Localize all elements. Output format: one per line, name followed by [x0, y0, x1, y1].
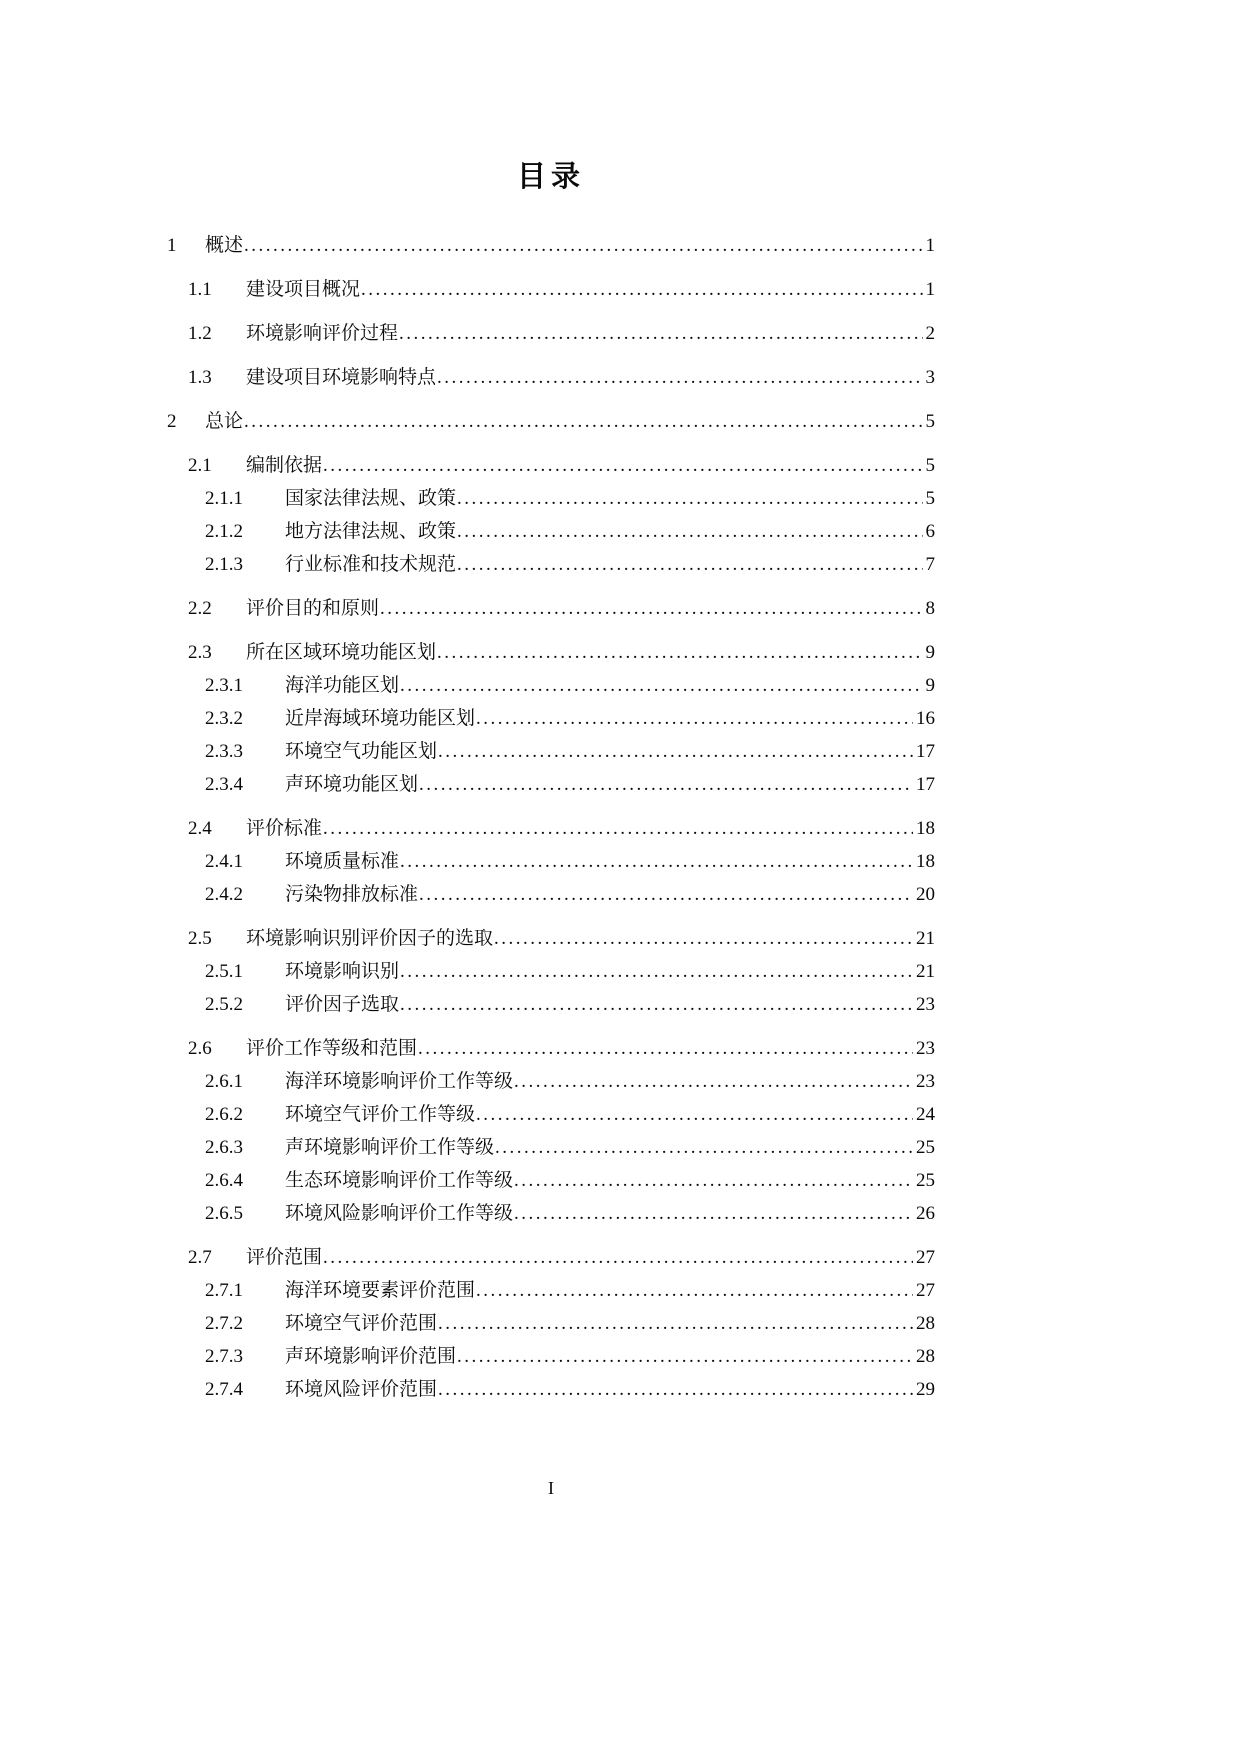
- toc-dot-leader: [476, 1274, 913, 1307]
- toc-entry-label: 编制依据: [246, 455, 323, 476]
- toc-dot-leader: [457, 515, 922, 548]
- toc-entry: [167, 449, 935, 482]
- toc-entry-label: 海洋环境要素评价范围: [285, 1280, 476, 1301]
- toc-entry-number: 1: [167, 235, 177, 256]
- toc-entry-number: 2.5.1: [205, 961, 243, 982]
- toc-entry-number: 2.7: [188, 1247, 212, 1268]
- toc-entry-page: 18: [916, 818, 935, 839]
- toc-entry-label: 地方法律法规、政策: [285, 521, 457, 542]
- toc-entry-label: 环境风险影响评价工作等级: [285, 1203, 514, 1224]
- toc-entry: [167, 1131, 935, 1164]
- toc-entry-label: 环境影响识别: [285, 961, 400, 982]
- toc-dot-leader: [361, 273, 922, 306]
- toc-entry-page: 8: [925, 598, 935, 619]
- page-title: 目录: [516, 161, 585, 193]
- toc-dot-leader: [244, 405, 922, 438]
- toc-list: [167, 229, 935, 1406]
- toc-entry-label: 环境空气评价工作等级: [285, 1104, 476, 1125]
- toc-dot-leader: [457, 482, 922, 515]
- toc-dot-leader: [437, 636, 922, 669]
- toc-entry-label: 环境风险评价范围: [285, 1379, 438, 1400]
- toc-entry-label: 污染物排放标准: [285, 884, 419, 905]
- toc-entry-label: 评价工作等级和范围: [246, 1038, 418, 1059]
- toc-entry-label: 环境影响识别评价因子的选取: [246, 928, 494, 949]
- toc-entry-page: 25: [916, 1137, 935, 1158]
- toc-dot-leader: [514, 1065, 913, 1098]
- toc-entry-number: 2.7.1: [205, 1280, 243, 1301]
- toc-dot-leader: [476, 1098, 913, 1131]
- toc-entry-page: 7: [925, 554, 935, 575]
- toc-dot-leader: [419, 768, 913, 801]
- toc-entry: [167, 1373, 935, 1406]
- toc-entry-label: 环境影响评价过程: [246, 323, 399, 344]
- toc-entry-page: 21: [916, 961, 935, 982]
- toc-entry-number: 2.7.4: [205, 1379, 243, 1400]
- toc-entry-page: 21: [916, 928, 935, 949]
- toc-entry-label: 声环境功能区划: [285, 774, 419, 795]
- toc-entry-label: 概述: [205, 235, 244, 256]
- toc-entry: [167, 735, 935, 768]
- toc-entry-number: 2.1.1: [205, 488, 243, 509]
- toc-dot-leader: [495, 1131, 913, 1164]
- toc-entry-number: 2.1.3: [205, 554, 243, 575]
- toc-entry-label: 评价范围: [246, 1247, 323, 1268]
- toc-entry-page: 5: [925, 488, 935, 509]
- toc-dot-leader: [399, 317, 922, 350]
- toc-entry: [167, 845, 935, 878]
- toc-entry: [167, 273, 935, 306]
- toc-entry-number: 2.6.5: [205, 1203, 243, 1224]
- toc-entry-label: 海洋环境影响评价工作等级: [285, 1071, 514, 1092]
- toc-entry-number: 2.1.2: [205, 521, 243, 542]
- toc-entry-label: 行业标准和技术规范: [285, 554, 457, 575]
- toc-dot-leader: [323, 1241, 913, 1274]
- toc-entry: [167, 1241, 935, 1274]
- toc-entry-number: 2.3.4: [205, 774, 243, 795]
- toc-entry-label: 建设项目概况: [246, 279, 361, 300]
- toc-dot-leader: [323, 449, 922, 482]
- toc-entry-label: 总论: [205, 411, 244, 432]
- toc-entry-number: 2.6.1: [205, 1071, 243, 1092]
- toc-entry-label: 声环境影响评价工作等级: [285, 1137, 495, 1158]
- toc-entry-number: 2.7.3: [205, 1346, 243, 1367]
- toc-entry-number: 2.4: [188, 818, 212, 839]
- toc-entry-number: 2.4.1: [205, 851, 243, 872]
- toc-entry-label: 国家法律法规、政策: [285, 488, 457, 509]
- toc-entry-page: 17: [916, 774, 935, 795]
- toc-entry-page: 26: [916, 1203, 935, 1224]
- toc-entry: [167, 482, 935, 515]
- toc-dot-leader: [244, 229, 922, 262]
- toc-entry: [167, 1032, 935, 1065]
- toc-entry-label: 环境空气功能区划: [285, 741, 438, 762]
- toc-entry: [167, 1307, 935, 1340]
- toc-entry-number: 2.6: [188, 1038, 212, 1059]
- toc-dot-leader: [400, 845, 913, 878]
- toc-entry: [167, 922, 935, 955]
- toc-entry: [167, 878, 935, 911]
- toc-dot-leader: [419, 878, 913, 911]
- toc-entry-page: 23: [916, 1071, 935, 1092]
- toc-entry-page: 6: [925, 521, 935, 542]
- toc-entry-number: 1.3: [188, 367, 212, 388]
- toc-entry-label: 声环境影响评价范围: [285, 1346, 457, 1367]
- toc-entry-page: 29: [916, 1379, 935, 1400]
- toc-entry-label: 所在区域环境功能区划: [246, 642, 437, 663]
- toc-entry-page: 1: [925, 279, 935, 300]
- toc-entry-number: 2.1: [188, 455, 212, 476]
- toc-entry-page: 9: [925, 675, 935, 696]
- toc-entry: [167, 317, 935, 350]
- toc-entry-number: 2.6.2: [205, 1104, 243, 1125]
- toc-entry-number: 2.3.3: [205, 741, 243, 762]
- toc-entry-label: 近岸海域环境功能区划: [285, 708, 476, 729]
- toc-dot-leader: [400, 955, 913, 988]
- toc-entry: [167, 636, 935, 669]
- toc-entry: [167, 1340, 935, 1373]
- toc-entry-page: 23: [916, 1038, 935, 1059]
- toc-entry-page: 25: [916, 1170, 935, 1191]
- toc-entry: [167, 669, 935, 702]
- toc-dot-leader: [438, 1307, 913, 1340]
- toc-entry-label: 海洋功能区划: [285, 675, 400, 696]
- toc-entry-number: 2.6.4: [205, 1170, 243, 1191]
- toc-dot-leader: [438, 735, 913, 768]
- toc-entry: [167, 1197, 935, 1230]
- toc-entry-label: 评价目的和原则: [246, 598, 380, 619]
- toc-entry: [167, 812, 935, 845]
- toc-entry: [167, 515, 935, 548]
- toc-entry: [167, 405, 935, 438]
- toc-entry-label: 环境质量标准: [285, 851, 400, 872]
- toc-entry-number: 2.4.2: [205, 884, 243, 905]
- toc-entry-number: 2: [167, 411, 177, 432]
- toc-entry-number: 1.1: [188, 279, 212, 300]
- toc-dot-leader: [380, 592, 922, 625]
- toc-entry-number: 2.6.3: [205, 1137, 243, 1158]
- toc-dot-leader: [323, 812, 913, 845]
- toc-dot-leader: [457, 548, 922, 581]
- toc-entry-label: 环境空气评价范围: [285, 1313, 438, 1334]
- toc-entry-page: 1: [925, 235, 935, 256]
- toc-entry-number: 2.5: [188, 928, 212, 949]
- toc-entry: [167, 592, 935, 625]
- toc-entry-number: 2.7.2: [205, 1313, 243, 1334]
- toc-entry-number: 1.2: [188, 323, 212, 344]
- toc-entry-page: 5: [925, 411, 935, 432]
- toc-dot-leader: [514, 1197, 913, 1230]
- toc-entry-number: 2.3.2: [205, 708, 243, 729]
- toc-dot-leader: [437, 361, 922, 394]
- toc-entry-page: 23: [916, 994, 935, 1015]
- toc-entry-page: 3: [925, 367, 935, 388]
- toc-entry-label: 生态环境影响评价工作等级: [285, 1170, 514, 1191]
- toc-entry-page: 2: [925, 323, 935, 344]
- toc-entry-number: 2.3: [188, 642, 212, 663]
- toc-entry-label: 评价因子选取: [285, 994, 400, 1015]
- toc-entry: [167, 955, 935, 988]
- toc-entry-page: 16: [916, 708, 935, 729]
- toc-entry-page: 18: [916, 851, 935, 872]
- toc-dot-leader: [457, 1340, 913, 1373]
- toc-entry: [167, 548, 935, 581]
- toc-entry-label: 建设项目环境影响特点: [246, 367, 437, 388]
- toc-dot-leader: [438, 1373, 913, 1406]
- toc-dot-leader: [418, 1032, 913, 1065]
- toc-entry: [167, 1274, 935, 1307]
- toc-dot-leader: [476, 702, 913, 735]
- toc-entry-page: 27: [916, 1247, 935, 1268]
- toc-entry-page: 24: [916, 1104, 935, 1125]
- toc-dot-leader: [400, 669, 922, 702]
- toc-entry: [167, 768, 935, 801]
- toc-entry-page: 9: [925, 642, 935, 663]
- toc-entry: [167, 1098, 935, 1131]
- toc-entry-page: 20: [916, 884, 935, 905]
- footer-page-number: I: [548, 1478, 554, 1498]
- toc-entry-number: 2.5.2: [205, 994, 243, 1015]
- toc-entry: [167, 361, 935, 394]
- toc-entry: [167, 1164, 935, 1197]
- toc-entry-page: 5: [925, 455, 935, 476]
- toc-entry-label: 评价标准: [246, 818, 323, 839]
- toc-entry-page: 17: [916, 741, 935, 762]
- toc-entry-page: 27: [916, 1280, 935, 1301]
- toc-entry-number: 2.2: [188, 598, 212, 619]
- toc-dot-leader: [494, 922, 913, 955]
- toc-entry: [167, 702, 935, 735]
- toc-entry: [167, 1065, 935, 1098]
- toc-dot-leader: [514, 1164, 913, 1197]
- toc-entry-number: 2.3.1: [205, 675, 243, 696]
- toc-entry-page: 28: [916, 1346, 935, 1367]
- toc-entry-page: 28: [916, 1313, 935, 1334]
- toc-dot-leader: [400, 988, 913, 1021]
- toc-entry: [167, 988, 935, 1021]
- toc-entry: [167, 229, 935, 262]
